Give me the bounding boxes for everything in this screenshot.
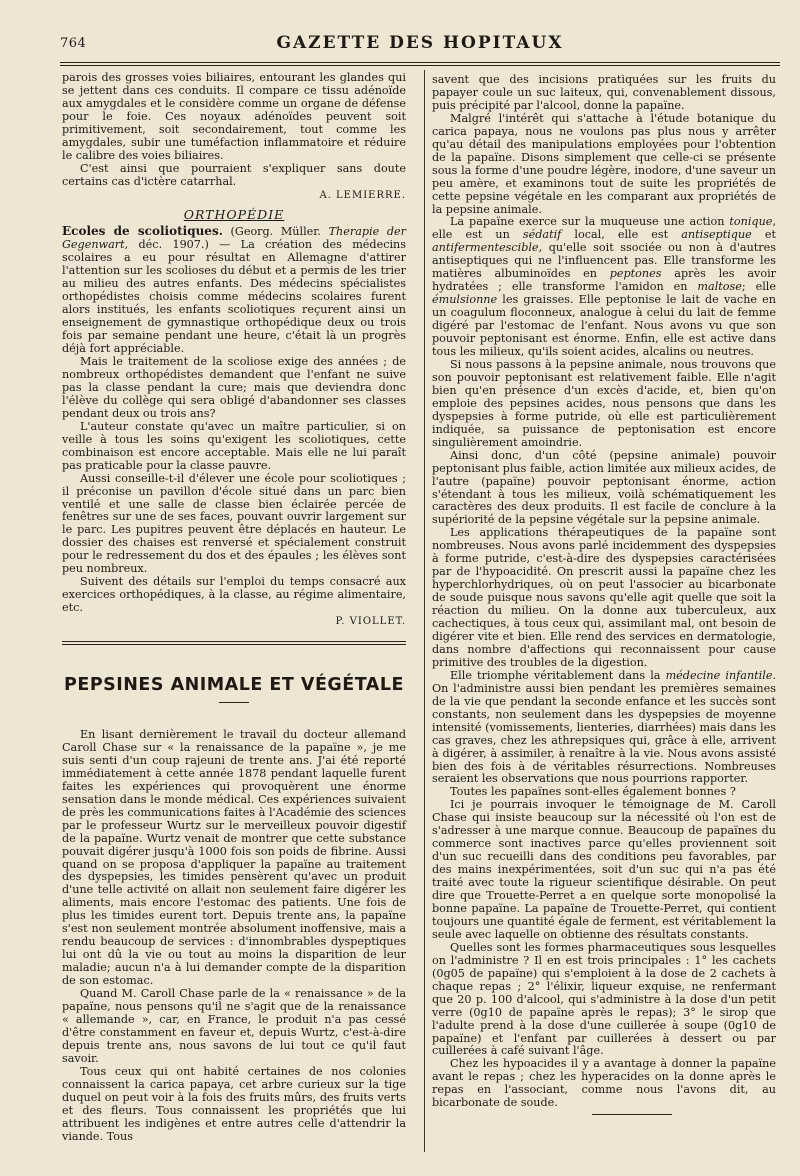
paragraph: Ici je pourrais invoquer le témoignage de M. Caroll Chase qui insiste beaucoup sur la nécessité où l'on est de s'adresser à une marque connue. Beaucoup de papaïnes du commerce sont inactives parce qu'elles proviennent soit d'un suc recueilli dans des conditions peu favorables, par des mains inexpérimentées, soit d'un suc qui n'a pas été traité avec toute la rigueur scientifique désirable. On peut dire que Trouette-Perret a en quelque sorte monopolisé la bonne papaïne. La papaïne de Trouette-Perret, qui contient toujours une quantité égale de ferment, est véritablement la seule avec laquelle on obtienne des résultats constants. <box>432 798 776 941</box>
paragraph <box>432 216 776 358</box>
paragraph: Quelles sont les formes pharmaceutiques sous lesquelles on l'administre ? Il en est trois principales : 1° les cachets (0g05 de papaïne) qui s'emploient à la dose de 2 cachets à chaque repas ; 2° l'élixir, liqueur exquise, ne renfermant que 20 p. 100 d'alcool, qui s'administre à la dose d'un petit verre (0g10 de papaïne après le repas); 3° le sirop que l'adulte prend à la dose d'une cuillerée à soupe (0g10 de papaïne) et l'enfant par cuillerées à dessert ou par cuillerées à café suivant l'âge. <box>432 940 776 1058</box>
paragraph: C'est ainsi que pourraient s'expliquer sans doute certains cas d'ictère catarrhal. <box>62 161 406 188</box>
signature: P. VIOLLET. <box>335 616 406 628</box>
italic-term: peptones <box>609 267 662 281</box>
paragraph-text: , déc. 1907.) — La création des médecins scolaires a eu pour résultat en Allemagne d'attirer l'attention sur les scolioses du début et a permis de les trier au milieu des autres enfants. Des médecins spécialistes orthopédistes choisis comme médecins scolaires furent alors institués, les enfants scoliotiques reçurent ainsi un enseignement de gymnastique orthopédique deux ou trois fois par semaine pendant une heure, c'était là un progrès déjà fort appréciable. <box>62 238 406 356</box>
paragraph: Aussi conseille-t-il d'élever une école pour scoliotiques ; il préconise un pavillon d'école situé dans un parc bien ventilé et une salle de classe bien éclairée percée de fenêtres sur une de ses faces, pouvant ouvrir largement sur le parc. Les pupitres peuvent être déplacés en hauteur. Le dossier des chaises est renversé et spécialement construit pour le redressement du dos et des épaules ; les élèves sont peu nombreux. <box>62 471 406 576</box>
running-title: GAZETTE DES HOPITAUX <box>276 33 564 53</box>
paragraph: Malgré l'intérêt qui s'attache à l'étude botanique du carica papaya, nous ne voulons pas plus nous y arrêter qu'au détail des manipulations employées pour l'obtention de la papaïne. Disons simplement que celle-ci se présente sous la forme d'une poudre légère, inodore, d'une saveur un peu amère, et examinons tout de suite les propriétés de cette pepsine végétale en les comparant aux propriétés de la pepsine animale. <box>432 111 776 216</box>
article-title: PEPSINES ANIMALE ET VÉGÉTALE <box>64 675 404 696</box>
paragraph <box>62 225 406 356</box>
signature: A. LEMIERRE. <box>319 189 406 201</box>
text-run: . On l'administre aussi bien pendant les premières semaines de la vie que pendant la seconde enfance et les succès sont constants, non seulement dans les dyspepsies de moyenne intensité (vomissements, lienteries, diarrhées) mais dans les cas graves, chez les athrepsiques qui, grâce à elle, arrivent à digérer, à assimiler, à renaître à la vie. Nous avons assisté bien des fois à de véritables résurrections. Nombreuses seraient les observations que nous pourrions rapporter. <box>432 668 776 786</box>
text-run: , qu'elle soit ssociée ou non à d'autres antiseptiques qui ne l'influencent pas. Elle transforme les matières albuminoïdes en <box>432 241 776 281</box>
paragraph: Si nous passons à la pepsine animale, nous trouvons que son pouvoir peptonisant est relativement faible. Elle n'agit bien qu'en présence d'un excès d'acide, et, bien qu'on emploie des pepsines acides, nous pensons que dans les dyspepsies à forme putride, où elle est particulièrement indiquée, sa puissance de peptonisation est encore singulièrement amoindrie. <box>432 357 776 449</box>
paragraph <box>432 670 776 787</box>
paragraph: En lisant dernièrement le travail du docteur allemand Caroll Chase sur « la renaissance de la papaïne », je me suis senti d'un coup rajeuni de trente ans. J'ai été reporté immédiatement à cette année 1878 pendant laquelle furent faites les expériences qui provoquèrent une énorme sensation dans le monde médical. Ces expériences suivaient de près les communications faites à l'Académie des sciences par le professeur Wurtz sur le merveilleux pouvoir digestif de la papaïne. Wurtz venait de montrer que cette substance pouvait digérer jusqu'à 1000 fois son poids de fibrine. Aussi quand on se proposa d'appliquer la papaïne au traitement des dyspepsies, les timides pensèrent qu'avec un produit d'une telle activité on allait non seulement faire digérer les aliments, mais encore l'estomac des patients. Une fois de plus les timides eurent tort. Depuis trente ans, la papaïne s'est non seulement montrée absolument inoffensive, mais a rendu beaucoup de services : d'innombrables dyspeptiques lui ont dû la vie ou tout au moins la disparition de leur maladie; aucun n'a à lui demander compte de la disparition de son estomac. <box>62 727 406 988</box>
title-rule <box>219 702 249 703</box>
end-rule <box>592 1114 672 1115</box>
paragraph: Tous ceux qui ont habité certaines de nos colonies connaissent la carica papaya, cet arbre curieux sur la tige duquel on peut voir à la fois des fruits mûrs, des fruits verts et des fleurs. Tous connaissent les propriétés que lui attribuent les indigènes et entre autres celle d'attendrir la viande. Tous <box>62 1064 406 1143</box>
text-run: ; elle <box>741 280 776 294</box>
italic-term: maltose <box>697 280 742 294</box>
paragraph: Toutes les papaïnes sont-elles également bonnes ? <box>450 785 736 799</box>
right-column <box>432 74 776 1115</box>
paragraph: parois des grosses voies biliaires, entourant les glandes qui se jettent dans ces conduits. Il compare ce tissu adénoïde aux amygdales et le considère comme un organe de défense pour le foie. Ces noyaux adénoïdes peuvent soit primitivement, soit secondairement, tout comme les amygdales, subir une tuméfaction inflammatoire et réduire le calibre des voies biliaires. <box>62 71 406 162</box>
left-column <box>62 72 406 1143</box>
italic-term: antiseptique <box>681 228 752 242</box>
text-run: La papaïne exerce sur la muqueuse une action <box>450 215 730 229</box>
page-number: 764 <box>60 36 87 51</box>
italic-term: médecine infantile <box>665 668 773 682</box>
section-title: ORTHOPÉDIE <box>183 206 285 222</box>
header-rule <box>60 62 780 63</box>
italic-term: émulsionne <box>432 293 498 307</box>
italic-term: antifermentescible <box>432 241 539 255</box>
paragraph: Quand M. Caroll Chase parle de la « renaissance » de la papaïne, nous pensons qu'il ne s'agit que de la renaissance « allemande », car, en France, le produit n'a pas cessé d'être constamment en faveur et, depuis Wurtz, c'est-à-dire depuis trente ans, nous savons de lui tout ce qu'il faut savoir. <box>62 987 406 1065</box>
text-run: et <box>751 228 776 242</box>
source-ref: Therapie der Gegenwart <box>62 225 407 252</box>
page-header <box>60 32 780 58</box>
paragraph: Ainsi donc, d'un côté (pepsine animale) pouvoir peptonisant plus faible, action limitée aux milieux acides, de l'autre (papaïne) pouvoir peptonisant énorme, action s'étendant à tous les milieux, voilà schématiquement les caractères des deux produits. Il est facile de conclure à la supériorité de la pepsine végétale sur la pepsine animale. <box>432 448 776 527</box>
author-ref: (Georg. Müller. <box>230 225 329 239</box>
paragraph: L'auteur constate qu'avec un maître particulier, si on veille à tous les soins qu'exigent les scoliotiques, cette combinaison est encore acceptable. Mais elle ne lui paraît pas praticable pour la classe pauvre. <box>62 419 406 472</box>
text-run: local, elle est <box>561 228 682 242</box>
text-run: , elle est un <box>432 215 776 242</box>
paragraph: savent que des incisions pratiquées sur les fruits du papayer coule un suc laiteux, qui, convenablement dissous, puis précipité par l'alcool, donne la papaïne. <box>432 73 776 112</box>
text-run: Elle triomphe véritablement dans la <box>450 668 666 682</box>
paragraph-lead: Ecoles de scoliotiques. <box>62 224 223 239</box>
text-run: après les avoir hydratées ; elle transforme l'amidon en <box>432 267 776 294</box>
text-run: les graisses. Elle peptonise le lait de vache en un coagulum floconneux, analogue à celui du lait de femme digéré par l'estomac de l'enfant. Nous avons vu que son pouvoir peptonisant est énorme. Enfin, elle est active dans tous les milieux, qu'ils soient acides, alcalins ou neutres. <box>432 293 776 359</box>
italic-term: tonique <box>729 215 773 229</box>
italic-term: sédatif <box>522 228 562 242</box>
article-separator <box>62 641 406 645</box>
paragraph: Mais le traitement de la scoliose exige des années ; de nombreux orthopédistes demandent que l'enfant ne suive pas la classe pendant la cure; mais que deviendra donc l'élève du collège qui sera obligé d'abandonner ses classes pendant deux ou trois ans? <box>62 355 406 420</box>
paragraph: Les applications thérapeutiques de la papaïne sont nombreuses. Nous avons parlé incidemment des dyspepsies à forme putride, c'est-à-dire des dyspepsies caractérisées par de l'hypoacidité. On prescrit aussi la papaïne chez les hyperchlorhydriques, où on peut l'associer au bicarbonate de soude puisque nous savons qu'elle agit quelle que soit la réaction du milieu. On la donne aux tuberculeux, aux cachectiques, à tous ceux qui, assimilant mal, ont besoin de digérer vite et bien. Elle rend des services en dermatologie, dans nombre d'affections qui reconnaissent pour cause primitive des troubles de la digestion. <box>432 526 776 669</box>
paragraph: Chez les hypoacides il y a avantage à donner la papaïne avant le repas ; chez les hyperacides on la donne après le repas en l'associant, comme nous l'avons dit, au bicarbonate de soude. <box>432 1057 776 1110</box>
paragraph: Suivent des détails sur l'emploi du temps consacré aux exercices orthopédiques, à la classe, au régime alimentaire, etc. <box>62 575 406 615</box>
header-rule-2 <box>60 65 780 66</box>
column-divider <box>424 70 425 1152</box>
